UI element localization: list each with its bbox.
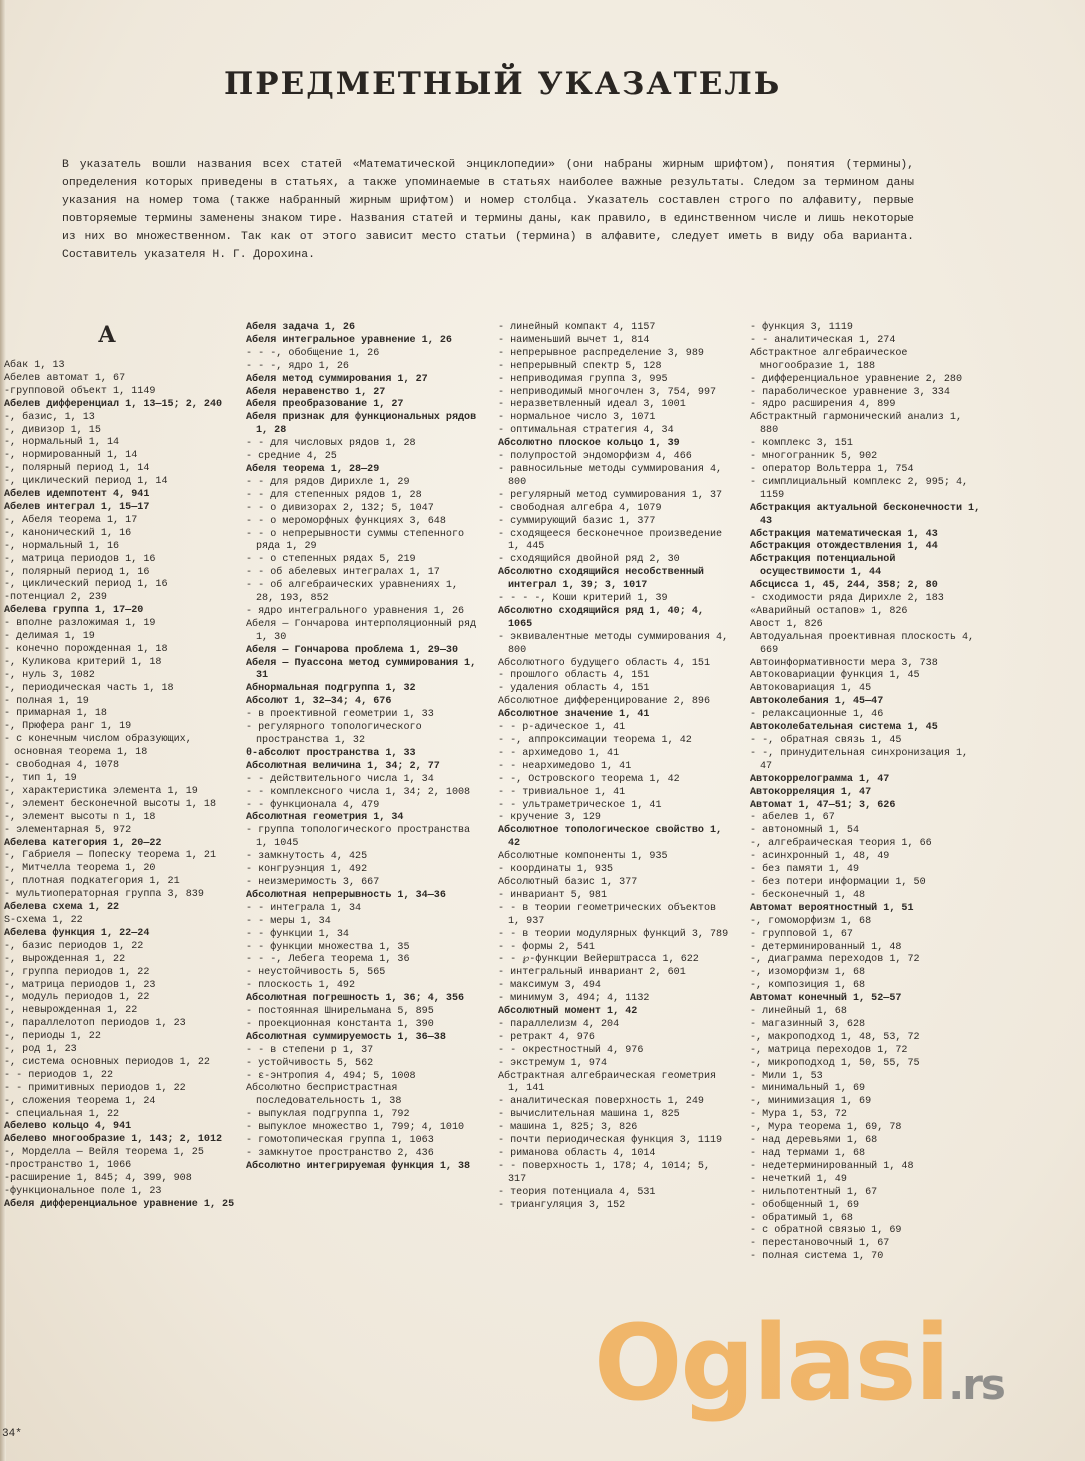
index-entry: - релаксационные 1, 46	[750, 709, 884, 721]
index-entry: Абелев дифференциал 1, 13—15; 2, 240	[4, 398, 223, 410]
index-entry: -, микроподход 1, 50, 55, 75	[750, 1057, 920, 1069]
index-entry: Автокоррелограмма 1, 47	[750, 773, 890, 785]
index-entry: Авост 1, 826	[750, 618, 823, 630]
index-entry: -, матрица переходов 1, 72	[750, 1044, 908, 1056]
index-entry: - почти периодическая функция 3, 1119	[498, 1135, 723, 1147]
index-entry: Абсцисса 1, 45, 244, 358; 2, 80	[750, 580, 938, 592]
index-entry: - над деревьями 1, 68	[750, 1135, 878, 1147]
index-entry: - - меры 1, 34	[246, 915, 331, 927]
index-entry: - - в теории модулярных функций 3, 789	[498, 928, 729, 940]
index-entry: - машина 1, 825; 3, 826	[498, 1122, 638, 1134]
index-entry: -, нормальный 1, 14	[4, 437, 120, 449]
index-entry: - - в степени p 1, 37	[246, 1044, 374, 1056]
index-entry: Абеля признак для функциональных рядов 1, 28	[246, 412, 477, 437]
index-entry: Абсолютные компоненты 1, 935	[498, 851, 668, 863]
index-entry: - - ультраметрическое 1, 41	[498, 799, 662, 811]
index-entry: - комплекс 3, 151	[750, 438, 853, 450]
index-entry: Абеля преобразование 1, 27	[246, 399, 404, 411]
index-entry: -функциональное поле 1, 23	[4, 1186, 162, 1197]
index-entry: - наименьший вычет 1, 814	[498, 334, 650, 346]
index-entry: - - о дивизорах 2, 132; 5, 1047	[246, 502, 434, 514]
index-entry: -расширение 1, 845; 4, 399, 908	[4, 1173, 192, 1185]
index-entry: - проекционная константа 1, 390	[246, 1018, 434, 1030]
index-entry: - непрерывное распределение 3, 989	[498, 347, 704, 359]
index-entry: Абсолют 1, 32—34; 4, 676	[246, 696, 392, 708]
index-entry: - неизмеримость 3, 667	[246, 876, 380, 888]
index-entry: - обобщенный 1, 69	[750, 1199, 860, 1211]
index-entry: Абстрактное алгебраическое многообразие 1, 188	[750, 347, 908, 372]
index-entry: - магазинный 3, 628	[750, 1018, 866, 1030]
index-entry: Абеля неравенство 1, 27	[246, 386, 386, 398]
index-entry: - детерминированный 1, 48	[750, 941, 902, 953]
index-entry: - нечеткий 1, 49	[750, 1173, 847, 1185]
index-entry: - аналитическая поверхность 1, 249	[498, 1096, 704, 1108]
index-entry: - -, Островского теорема 1, 42	[498, 773, 680, 785]
index-entry: -, элемент высоты n 1, 18	[4, 811, 156, 823]
index-entry: - теория потенциала 4, 531	[498, 1186, 656, 1198]
index-entry: -, нуль 3, 1082	[4, 669, 95, 681]
index-entry: - удаления область 4, 151	[498, 683, 650, 695]
index-entry: -, Прюфера ранг 1, 19	[4, 721, 132, 733]
index-entry: - минимум 3, 494; 4, 1132	[498, 993, 650, 1005]
index-entry: - мультиоператорная группа 3, 839	[4, 889, 204, 901]
index-entry: - устойчивость 5, 562	[246, 1057, 374, 1069]
index-entry: - многогранник 5, 902	[750, 451, 878, 463]
index-entry: -, циклический период 1, 16	[4, 579, 168, 591]
index-entry: - - поверхность 1, 178; 4, 1014; 5, 317	[498, 1160, 711, 1185]
index-entry: - недетерминированный 1, 48	[750, 1160, 914, 1172]
index-entry: - суммирующий базис 1, 377	[498, 515, 656, 527]
index-entry: - обратимый 1, 68	[750, 1212, 853, 1224]
index-entry: - - о степенных рядах 5, 219	[246, 554, 416, 566]
index-entry: -, система основных периодов 1, 22	[4, 1056, 210, 1068]
index-entry: - -, аппроксимации теорема 1, 42	[498, 735, 692, 746]
index-entry: -, матрица периодов 1, 16	[4, 553, 156, 565]
index-entry: -, базис периодов 1, 22	[4, 940, 144, 952]
index-entry: - риманова область 4, 1014	[498, 1148, 656, 1159]
index-entry: - координаты 1, 935	[498, 864, 614, 876]
index-entry: Абелев идемпотент 4, 941	[4, 489, 150, 501]
index-entry: - полная система 1, 70	[750, 1251, 884, 1263]
index-entry: Абелев интеграл 1, 15—17	[4, 501, 150, 513]
index-entry: - - -, ядро 1, 26	[246, 360, 349, 372]
index-entry: - сходимости ряда Дирихле 2, 183	[750, 593, 944, 605]
index-entry: - непрерывный спектр 5, 128	[498, 360, 662, 372]
index-entry: - свободная 4, 1078	[4, 760, 120, 772]
index-entry: - без памяти 1, 49	[750, 864, 860, 876]
index-entry: - ретракт 4, 976	[498, 1031, 595, 1043]
index-entry: - сходящееся бесконечное произведение 1, 445	[498, 528, 723, 553]
index-entry: - плоскость 1, 492	[246, 980, 356, 992]
index-entry: - неустойчивость 5, 565	[246, 967, 386, 979]
index-entry: - бесконечный 1, 48	[750, 889, 866, 901]
index-entry: Абсолютно интегрируемая функция 1, 38	[246, 1160, 471, 1172]
index-entry: Абстрактная алгебраическая геометрия 1, 141	[498, 1070, 717, 1095]
index-entry: - дифференциальное уравнение 2, 280	[750, 373, 963, 385]
index-entry: -, вырожденная 1, 22	[4, 953, 126, 965]
index-entry: -, диаграмма переходов 1, 72	[750, 954, 920, 966]
index-entry: Автомат 1, 47—51; 3, 626	[750, 799, 896, 811]
index-entry: - оптимальная стратегия 4, 34	[498, 425, 674, 437]
index-entry: - полупростой эндоморфизм 4, 466	[498, 451, 692, 463]
index-entry: - вполне разложимая 1, 19	[4, 618, 156, 630]
index-entry: - - функционала 4, 479	[246, 799, 380, 811]
index-entry: -, плотная подкатегория 1, 21	[4, 876, 180, 888]
section-letter: А	[98, 322, 116, 348]
index-entry: - выпуклое множество 1, 799; 4, 1010	[246, 1122, 465, 1134]
index-entry: - с конечным числом образующих, основная теорема 1, 18	[4, 734, 192, 759]
index-entry: -, характеристика элемента 1, 19	[4, 785, 198, 797]
index-entry: Абеля — Гончарова интерполяционный ряд 1, 30	[246, 618, 477, 643]
index-entry: - ядро интегрального уравнения 1, 26	[246, 605, 465, 617]
index-entry: Абеля — Гончарова проблема 1, 29—30	[246, 644, 459, 656]
index-entry: Абеля — Пуассона метод суммирования 1, 31	[246, 657, 477, 682]
index-entry: -, дивизор 1, 15	[4, 424, 101, 436]
index-entry: - минимальный 1, 69	[750, 1083, 866, 1095]
index-entry: - - окрестностный 4, 976	[498, 1044, 644, 1056]
index-entry: -, циклический период 1, 14	[4, 476, 168, 488]
index-entry: - выпуклая подгруппа 1, 792	[246, 1109, 410, 1121]
index-entry: - Мура 1, 53, 72	[750, 1109, 847, 1121]
index-entry: Абсолютный базис 1, 377	[498, 876, 638, 888]
index-entry: - в проективной геометрии 1, 33	[246, 709, 434, 721]
index-entry: -, Морделла — Вейля теорема 1, 25	[4, 1147, 204, 1159]
index-entry: Автоколебательная система 1, 45	[750, 722, 938, 734]
index-entry: -групповой объект 1, 1149	[4, 385, 156, 397]
index-entry: Абсолютно плоское кольцо 1, 39	[498, 438, 680, 450]
index-entry: Абелево кольцо 4, 941	[4, 1121, 132, 1133]
index-entry: Автоковариации функция 1, 45	[750, 670, 920, 682]
index-column-4	[750, 322, 986, 1264]
index-entry: - - примитивных периодов 1, 22	[4, 1082, 186, 1094]
index-entry: -, алгебраическая теория 1, 66	[750, 838, 932, 850]
index-entry: Автодуальная проективная плоскость 4, 669	[750, 631, 975, 656]
index-entry: Абелево многообразие 1, 143; 2, 1012	[4, 1134, 223, 1146]
index-entry: -, Габриеля — Попеску теорема 1, 21	[4, 850, 217, 862]
index-entry: -, Куликова критерий 1, 18	[4, 656, 162, 668]
index-entry: -, матрица периодов 1, 23	[4, 979, 156, 991]
index-entry: Абсолютное значение 1, 41	[498, 709, 650, 721]
index-entry: Абеля теорема 1, 28—29	[246, 463, 380, 475]
index-entry: - над термами 1, 68	[750, 1148, 866, 1159]
index-entry: - - интеграла 1, 34	[246, 902, 362, 914]
index-entry: S-схема 1, 22	[4, 914, 83, 926]
index-entry: - регулярного топологического пространства 1, 32	[246, 722, 422, 746]
index-entry: Абстракция математическая 1, 43	[750, 528, 938, 540]
index-entry: Абеля интегральное уравнение 1, 26	[246, 334, 452, 346]
index-entry: -, Митчелла теорема 1, 20	[4, 863, 156, 875]
index-entry: θ-абсолют пространства 1, 33	[246, 747, 416, 759]
index-entry: - - в теории геометрических объектов 1, 937	[498, 902, 717, 927]
index-entry: Автомат конечный 1, 52—57	[750, 993, 902, 1005]
index-entry: - - ℘-функции Вейерштрасса 1, 622	[498, 954, 699, 966]
index-entry: - нормальное число 3, 1071	[498, 412, 656, 424]
index-entry: Абсолютная погрешность 1, 36; 4, 356	[246, 993, 465, 1005]
index-entry: - - действительного числа 1, 34	[246, 773, 434, 785]
index-entry: - кручение 3, 129	[498, 812, 601, 824]
index-entry: Абсолютный момент 1, 42	[498, 1006, 638, 1018]
index-entry: - - для числовых рядов 1, 28	[246, 438, 416, 450]
index-entry: -, композиция 1, 68	[750, 980, 866, 992]
index-entry: -, полярный период 1, 14	[4, 463, 150, 475]
index-entry: Абсолютное дифференцирование 2, 896	[498, 696, 711, 708]
index-entry: Абсолютно беспристрастная последовательность 1, 38	[246, 1083, 402, 1108]
index-entry: Автоковариация 1, 45	[750, 683, 872, 695]
index-entry: Абсолютная геометрия 1, 34	[246, 812, 404, 824]
index-entry: - - функции множества 1, 35	[246, 941, 410, 953]
index-entry: - абелев 1, 67	[750, 812, 835, 824]
index-entry: -, изоморфизм 1, 68	[750, 967, 866, 979]
index-entry: -, род 1, 23	[4, 1044, 77, 1056]
index-entry: «Аварийный остапов» 1, 826	[750, 605, 908, 617]
index-entry: - - функции 1, 34	[246, 928, 349, 940]
index-entry: - замкнутость 4, 425	[246, 851, 368, 863]
index-entry: - постоянная Шнирельмана 5, 895	[246, 1006, 434, 1018]
index-entry: - линейный компакт 4, 1157	[498, 322, 656, 333]
index-entry: Абсолютная величина 1, 34; 2, 77	[246, 760, 440, 772]
index-entry: - регулярный метод суммирования 1, 37	[498, 489, 723, 501]
index-entry: - - p-адическое 1, 41	[498, 722, 626, 734]
index-entry: -, периоды 1, 22	[4, 1031, 101, 1043]
index-entry: - асинхронный 1, 48, 49	[750, 851, 890, 863]
index-entry: - инвариант 5, 981	[498, 889, 608, 901]
index-entry: - с обратной связью 1, 69	[750, 1225, 902, 1237]
index-entry: Абелев автомат 1, 67	[4, 372, 126, 384]
index-entry: - симплициальный комплекс 2, 995; 4, 1159	[750, 476, 969, 501]
index-entry: Абелева группа 1, 17—20	[4, 605, 144, 617]
index-entry: - - об абелевых интегралах 1, 17	[246, 567, 440, 579]
index-entry: - - о мероморфных функциях 3, 648	[246, 515, 446, 527]
index-entry: Абсолютная непрерывность 1, 34—36	[246, 889, 446, 901]
index-entry: - групповой 1, 67	[750, 928, 853, 940]
index-entry: - Мили 1, 53	[750, 1070, 823, 1082]
index-entry: Автоинформативности мера 3, 738	[750, 657, 938, 669]
index-entry: - равносильные методы суммирования 4, 800	[498, 463, 723, 488]
index-entry: - свободная алгебра 4, 1079	[498, 502, 662, 514]
index-column-1	[4, 360, 240, 1212]
index-entry: - элементарная 5, 972	[4, 824, 132, 836]
index-entry: - - архимедово 1, 41	[498, 747, 620, 759]
index-entry: Абак 1, 13	[4, 360, 65, 371]
watermark-logo	[594, 1302, 1004, 1424]
index-entry: - нильпотентный 1, 67	[750, 1186, 878, 1198]
index-entry: - неразветвленный идеал 3, 1001	[498, 399, 686, 411]
page-number: 34*	[2, 1428, 22, 1440]
index-entry: -, невырожденная 1, 22	[4, 1005, 138, 1017]
index-entry: -, параллелотоп периодов 1, 23	[4, 1018, 186, 1030]
index-entry: -, Абеля теорема 1, 17	[4, 514, 138, 526]
index-entry: - линейный 1, 68	[750, 1006, 847, 1018]
index-entry: - оператор Вольтерра 1, 754	[750, 463, 914, 475]
index-entry: - - периодов 1, 22	[4, 1069, 114, 1081]
index-entry: - специальная 1, 22	[4, 1108, 120, 1120]
index-entry: Абстракция потенциальной осуществимости 1, 44	[750, 554, 896, 579]
index-entry: - замкнутое пространство 2, 436	[246, 1148, 434, 1159]
index-entry: Абсолютное топологическое свойство 1, 42	[498, 825, 723, 850]
index-column-2	[246, 322, 482, 1174]
index-entry: -, гомоморфизм 1, 68	[750, 915, 872, 927]
index-entry: - делимая 1, 19	[4, 631, 95, 643]
index-entry: - эквивалентные методы суммирования 4, 800	[498, 631, 729, 656]
index-entry: -, тип 1, 19	[4, 773, 77, 784]
index-entry: - сходящийся двойной ряд 2, 30	[498, 554, 680, 566]
index-entry: - гомотопическая группа 1, 1063	[246, 1135, 434, 1147]
index-entry: - параллелизм 4, 204	[498, 1018, 620, 1030]
index-entry: - функция 3, 1119	[750, 322, 853, 333]
index-entry: -, нормированный 1, 14	[4, 450, 138, 462]
watermark-main: Oglasi	[594, 1302, 949, 1424]
index-entry: Абеля задача 1, 26	[246, 322, 356, 333]
index-entry: - - -, обобщение 1, 26	[246, 347, 380, 359]
index-entry: - без потери информации 1, 50	[750, 876, 926, 888]
index-entry: Абсолютного будущего область 4, 151	[498, 657, 711, 669]
index-entry: - -, обратная связь 1, 45	[750, 735, 902, 746]
index-entry: -потенциал 2, 239	[4, 592, 107, 604]
index-entry: - группа топологического пространства 1, 1045	[246, 825, 471, 850]
index-entry: - максимум 3, 494	[498, 980, 601, 992]
index-entry: - интегральный инвариант 2, 601	[498, 967, 686, 979]
index-entry: - примарная 1, 18	[4, 708, 107, 720]
index-entry: - - для степенных рядов 1, 28	[246, 489, 422, 501]
index-entry: Автомат вероятностный 1, 51	[750, 902, 914, 914]
index-entry: - экстремум 1, 974	[498, 1057, 608, 1069]
index-entry: -, элемент бесконечной высоты 1, 18	[4, 798, 217, 810]
index-entry: Абстрактный гармонический анализ 1, 880	[750, 412, 963, 437]
watermark-suffix: .rs	[948, 1360, 1004, 1409]
index-entry: - средние 4, 25	[246, 451, 337, 463]
index-entry: Абсолютно сходящийся ряд 1, 40; 4, 1065	[498, 605, 704, 630]
index-entry: - перестановочный 1, 67	[750, 1238, 890, 1250]
index-entry: - - комплексного числа 1, 34; 2, 1008	[246, 786, 471, 798]
index-entry: - неприводимый многочлен 3, 754, 997	[498, 386, 717, 398]
index-entry: Абелева схема 1, 22	[4, 902, 120, 914]
index-entry: - - формы 2, 541	[498, 941, 595, 953]
index-entry: - прошлого область 4, 151	[498, 670, 650, 682]
index-entry: Абеля метод суммирования 1, 27	[246, 373, 428, 385]
index-entry: -, базис, 1, 13	[4, 411, 95, 423]
index-entry: - - неархимедово 1, 41	[498, 760, 632, 772]
index-entry: - полная 1, 19	[4, 695, 89, 707]
index-entry: - триангуляция 3, 152	[498, 1199, 626, 1211]
index-entry: - автономный 1, 54	[750, 825, 860, 837]
index-entry: Абелева категория 1, 20—22	[4, 837, 162, 849]
page-title: ПРЕДМЕТНЫЙ УКАЗАТЕЛЬ	[224, 66, 782, 102]
index-entry: Автокорреляция 1, 47	[750, 786, 872, 798]
index-entry: Абнормальная подгруппа 1, 32	[246, 683, 416, 695]
index-entry: -, модуль периодов 1, 22	[4, 992, 150, 1004]
index-entry: -пространство 1, 1066	[4, 1160, 132, 1172]
index-entry: -, канонический 1, 16	[4, 527, 132, 539]
index-entry: -, периодическая часть 1, 18	[4, 682, 174, 694]
index-entry: - - - -, Коши критерий 1, 39	[498, 593, 668, 605]
index-entry: Абелева функция 1, 22—24	[4, 927, 150, 939]
index-entry: Абеля дифференциальное уравнение 1, 25	[4, 1198, 235, 1210]
index-entry: - ε-энтропия 4, 494; 5, 1008	[246, 1070, 416, 1082]
index-entry: - - о непрерывности суммы степенного ряда 1, 29	[246, 528, 465, 553]
index-entry: Абстракция отождествления 1, 44	[750, 541, 938, 553]
index-entry: Автоколебания 1, 45—47	[750, 696, 884, 708]
index-entry: - параболическое уравнение 3, 334	[750, 386, 950, 398]
index-column-3	[498, 322, 734, 1213]
index-entry: - конечно порожденная 1, 18	[4, 643, 168, 655]
index-entry: - конгруэнция 1, 492	[246, 864, 368, 876]
index-entry: - - об алгебраических уравнениях 1, 28, 193, 852	[246, 580, 459, 605]
index-entry: - -, принудительная синхронизация 1, 47	[750, 747, 969, 772]
index-entry: -, сложения теорема 1, 24	[4, 1095, 156, 1107]
index-entry: - - аналитическая 1, 274	[750, 334, 896, 346]
index-entry: Абсолютная суммируемость 1, 36—38	[246, 1031, 446, 1043]
index-entry: - вычислительная машина 1, 825	[498, 1109, 680, 1121]
index-entry: -, группа периодов 1, 22	[4, 966, 150, 978]
index-entry: Абстракция актуальной бесконечности 1, 43	[750, 502, 981, 527]
index-entry: - ядро расширения 4, 899	[750, 399, 896, 411]
index-entry: - - -, Лебега теорема 1, 36	[246, 954, 410, 966]
intro-paragraph: В указатель вошли названия всех статей «Математической энциклопедии» (они набраны жирным шрифтом), понятия (термины), определения которых приведены в статьях, а также упоминаемые в статьях наиболее важные результаты. Следом за термином даны указания на номер тома (также набранный жирным шрифтом) и номер столбца. Указатель составлен строго по алфавиту, первые повторяемые термины заменены знаком тире. Названия статей и термины даны, как правило, в единственном числе и лишь некоторые из них во множественном. Так как от этого зависит место статьи (термина) в алфавите, следует иметь в виду оба варианта. Составитель указателя Н. Г. Дорохина.	[62, 159, 914, 261]
index-entry: -, полярный период 1, 16	[4, 566, 150, 578]
index-entry: -, минимизация 1, 69	[750, 1096, 872, 1108]
index-entry: Абсолютно сходящийся несобственный интеграл 1, 39; 3, 1017	[498, 567, 704, 592]
index-entry: - - для рядов Дирихле 1, 29	[246, 476, 410, 488]
index-entry: -, Мура теорема 1, 69, 78	[750, 1122, 902, 1134]
index-entry: -, нормальный 1, 16	[4, 540, 120, 552]
index-entry: - неприводимая группа 3, 995	[498, 373, 668, 385]
index-entry: -, макроподход 1, 48, 53, 72	[750, 1031, 920, 1043]
index-entry: - - тривиальное 1, 41	[498, 786, 626, 798]
